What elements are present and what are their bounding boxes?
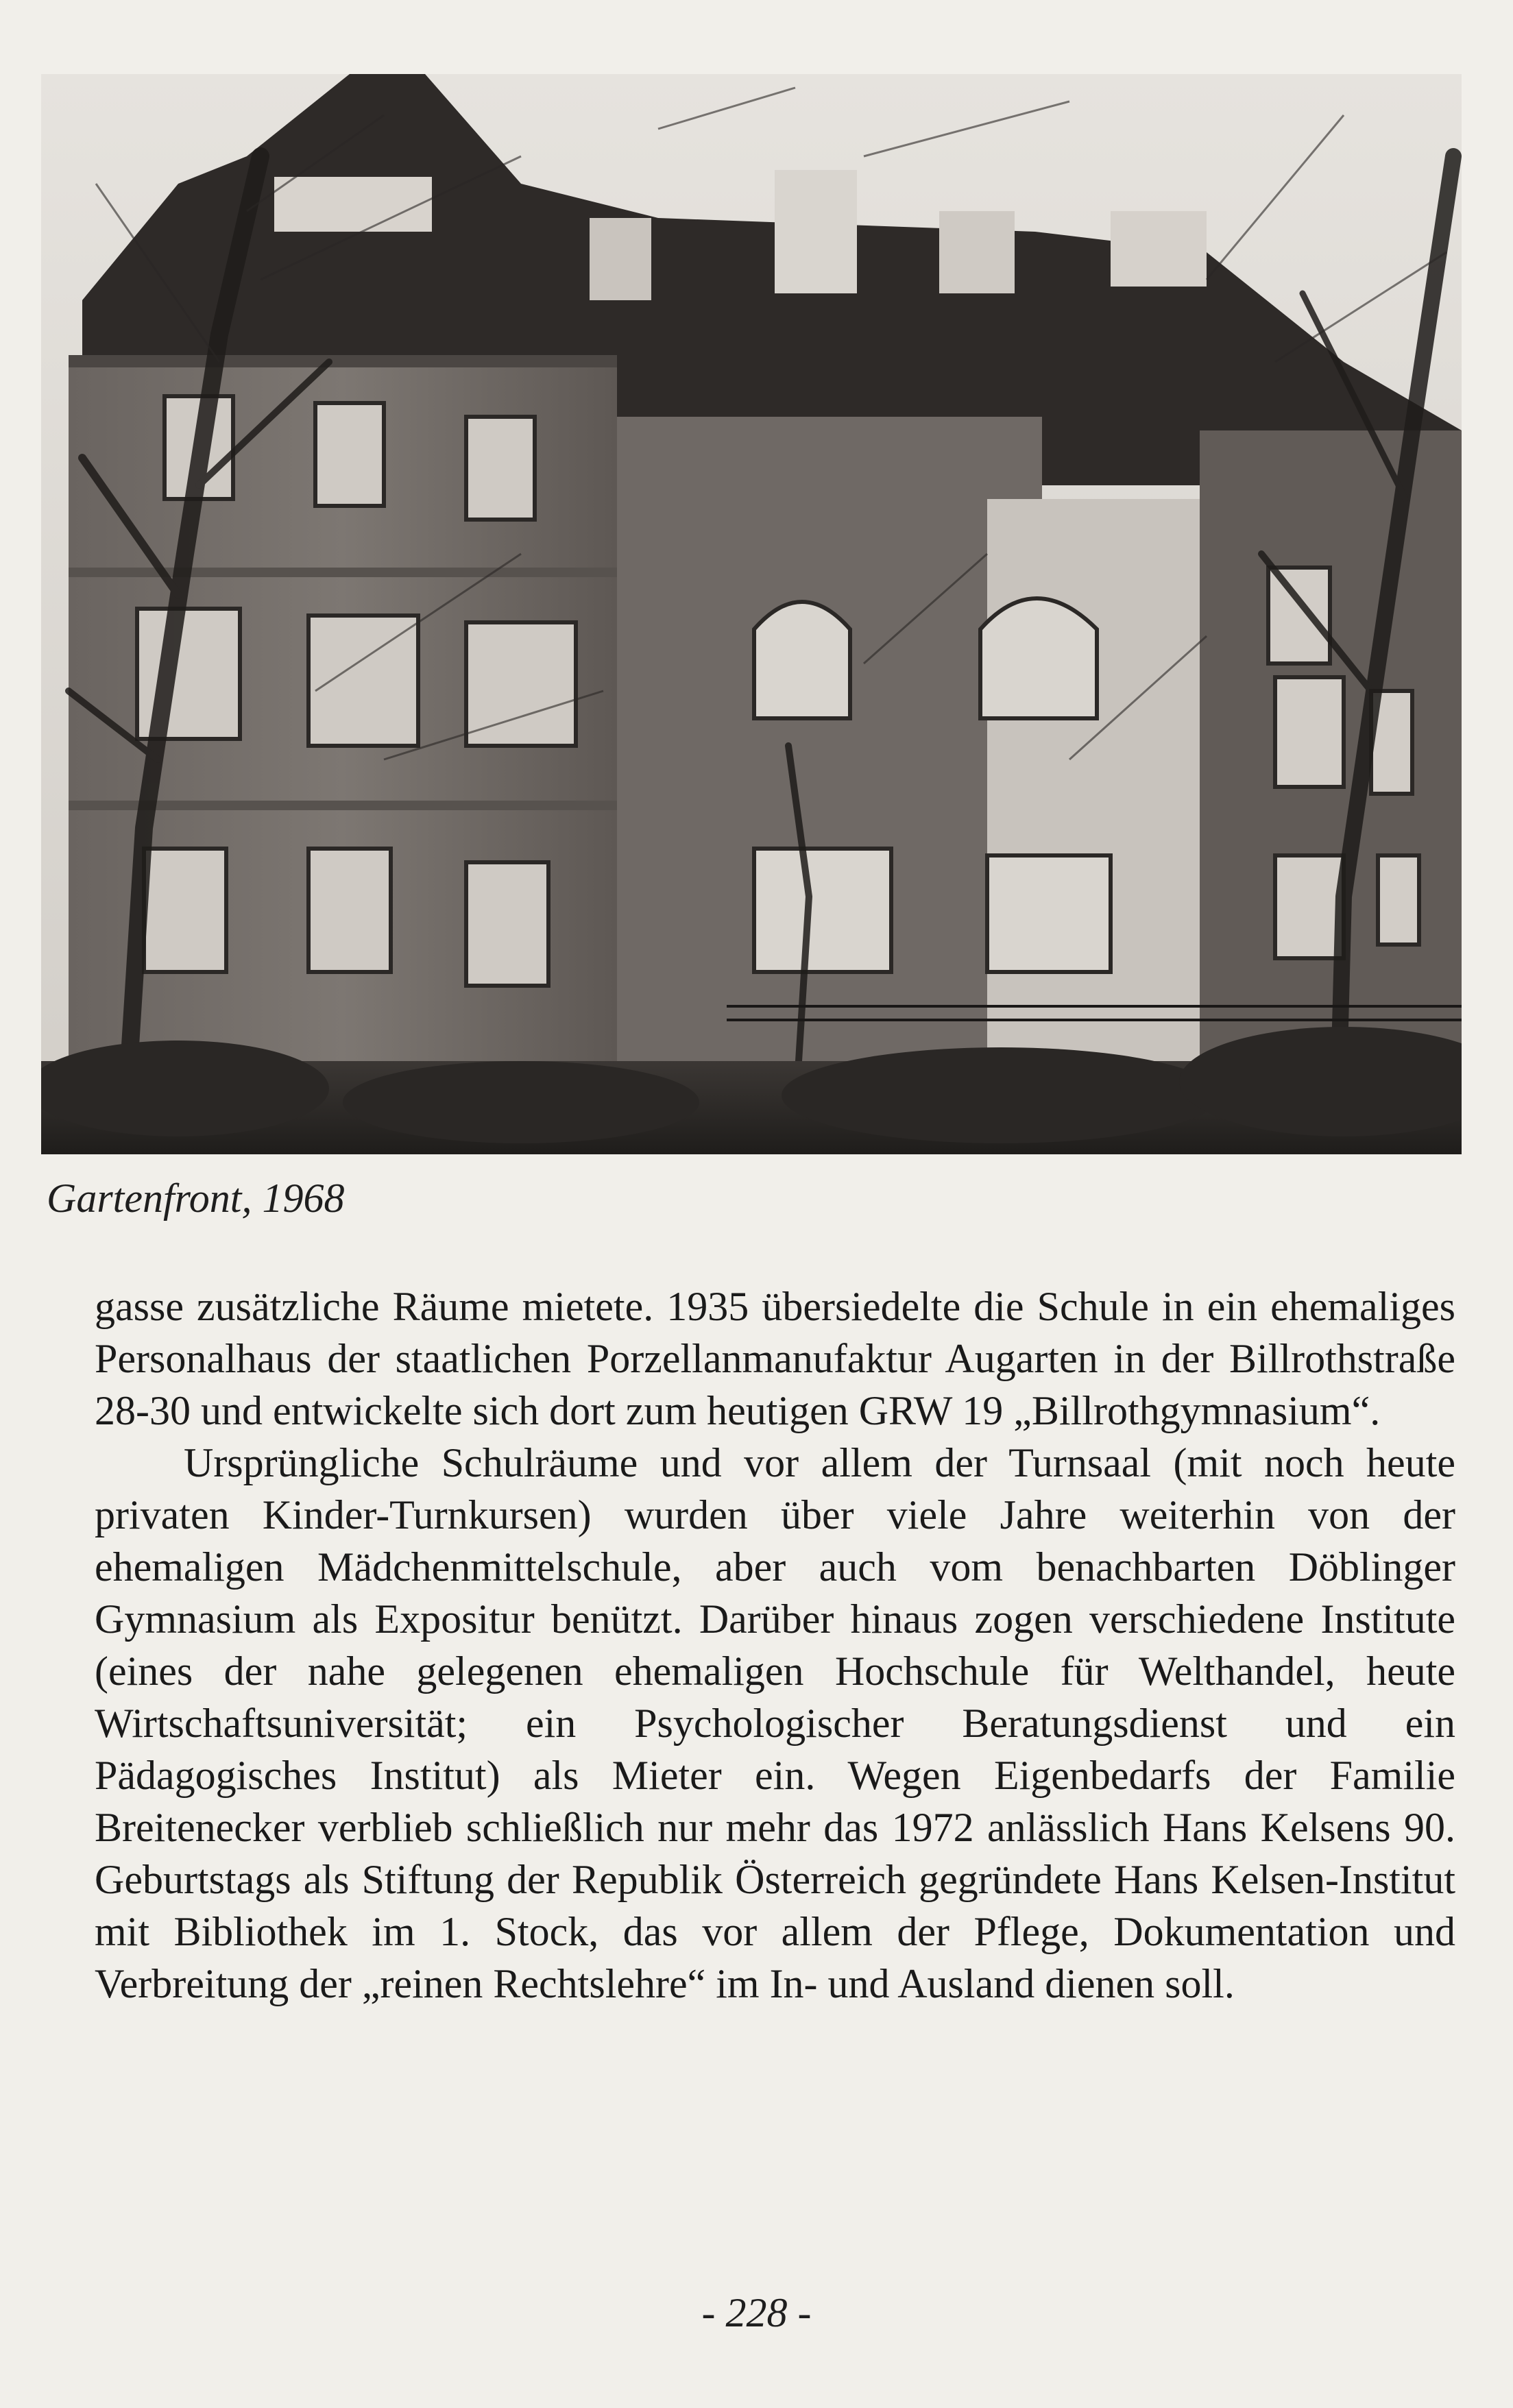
facade-photo — [41, 74, 1462, 1154]
paragraph-1: gasse zusätzliche Räume mietete. 1935 übersiedelte die Schule in ein ehemaliges Personalhaus der staatlichen Porzellanmanufaktur Augarten in der Billrothstraße 28-30 und entwickelte sich dort zum heutigen GRW 19 „Billrothgymnasium“. — [95, 1284, 1455, 1433]
photo-caption: Gartenfront, 1968 — [47, 1176, 345, 1221]
paragraph-2: Ursprüngliche Schulräume und vor allem der Turnsaal (mit noch heute privaten Kinder-Turnkursen) wurden über viele Jahre weiterhin von der ehemaligen Mädchenmittelschule, aber auch vom benachbarten Döblinger Gymnasium als Expositur benützt. Darüber hinaus zogen verschiedene Institute (eines der nahe gelegenen ehemaligen Hochschule für Welthandel, heute Wirtschaftsuniversität; ein Psychologischer Beratungsdienst und ein Pädagogisches Institut) als Mieter ein. Wegen Eigenbedarfs der Familie Breitenecker verblieb schließlich nur mehr das 1972 anlässlich Hans Kelsens 90. Geburtstags als Stiftung der Republik Österreich gegründete Hans Kelsen-Institut mit Bibliothek im 1. Stock, das vor allem der Pflege, Dokumentation und Verbreitung der „reinen Rechtslehre“ im In- und Ausland dienen soll. — [95, 1440, 1455, 2006]
page-number: - 228 - — [701, 2290, 812, 2335]
body-text — [95, 1280, 1455, 2010]
house-photo-illustration — [41, 74, 1462, 1154]
